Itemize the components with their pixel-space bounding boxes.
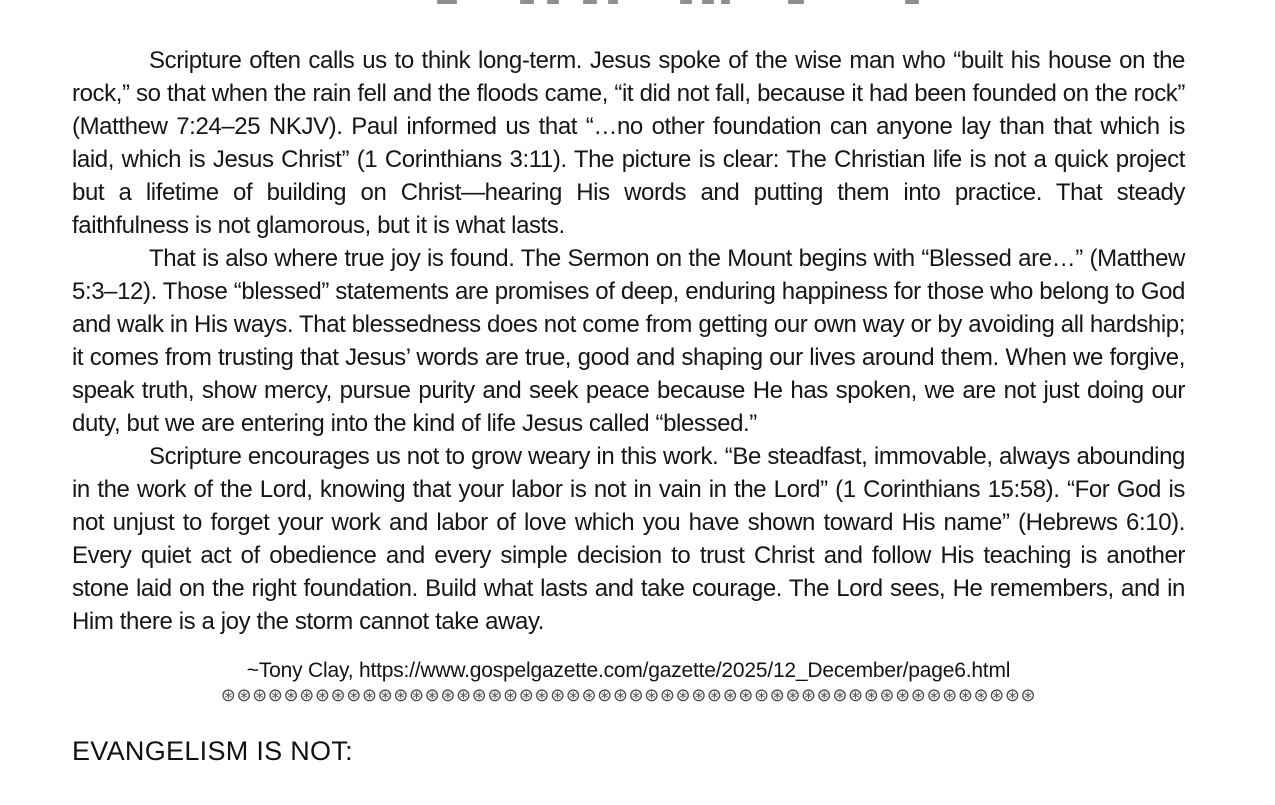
- text-remnant-mark: [547, 0, 559, 4]
- text-remnant-mark: [583, 0, 597, 4]
- section-heading-evangelism: EVANGELISM IS NOT:: [72, 736, 353, 766]
- clipped-top-line-remnant: [0, 0, 1275, 6]
- text-remnant-mark: [520, 0, 534, 4]
- text-remnant-mark: [721, 0, 730, 4]
- text-remnant-mark: [702, 0, 714, 4]
- text-remnant-mark: [437, 0, 457, 4]
- body-paragraph-not-grow-weary: Scripture encourages us not to grow weary in this work. “Be steadfast, immovable, always abounding in the work of the Lord, knowing that your labor is not in vain in the Lord” (1 Corinthians 15:58). “For God is not unjust to forget your work and labor of love which you have shown toward His name” (Hebrews 6:10). Every quiet act of obedience and every simple decision to trust Christ and follow His teaching is another stone laid on the right foundation. Build what lasts and take courage. The Lord sees, He remembers, and in Him there is a joy the storm cannot take away.: [72, 443, 1185, 635]
- article-body: [72, 44, 1185, 767]
- body-paragraph-true-joy: That is also where true joy is found. The Sermon on the Mount begins with “Blessed are…” (Matthew 5:3–12). Those “blessed” statements are promises of deep, enduring happiness for those who belong to God and walk in His ways. That blessedness does not come from getting our own way or by avoiding all hardship; it comes from trusting that Jesus’ words are true, good and shaping our lives around them. When we forgive, speak truth, show mercy, pursue purity and seek peace because He has spoken, we are not just doing our duty, but we are entering into the kind of life Jesus called “blessed.”: [72, 245, 1185, 437]
- body-paragraph-building-on-rock: Scripture often calls us to think long-term. Jesus spoke of the wise man who “built his house on the rock,” so that when the rain fell and the floods came, “it did not fall, because it had been founded on the rock” (Matthew 7:24–25 NKJV). Paul informed us that “…no other foundation can anyone lay than that which is laid, which is Jesus Christ” (1 Corinthians 3:11). The picture is clear: The Christian life is not a quick project but a lifetime of building on Christ—hearing His words and putting them into practice. That steady faithfulness is not glamorous, but it is what lasts.: [72, 47, 1185, 239]
- text-remnant-mark: [788, 0, 804, 4]
- text-remnant-mark: [905, 0, 919, 4]
- attribution-line: ~Tony Clay, https://www.gospelgazette.com/gazette/2025/12_December/page6.html: [246, 659, 1011, 682]
- text-remnant-mark: [608, 0, 618, 4]
- text-remnant-mark: [680, 0, 692, 4]
- ornament-divider-row: ⊛⊛⊛⊛⊛⊛⊛⊛⊛⊛⊛⊛⊛⊛⊛⊛⊛⊛⊛⊛⊛⊛⊛⊛⊛⊛⊛⊛⊛⊛⊛⊛⊛⊛⊛⊛⊛⊛⊛⊛⊛⊛⊛⊛⊛⊛⊛⊛⊛⊛⊛⊛: [220, 685, 1037, 706]
